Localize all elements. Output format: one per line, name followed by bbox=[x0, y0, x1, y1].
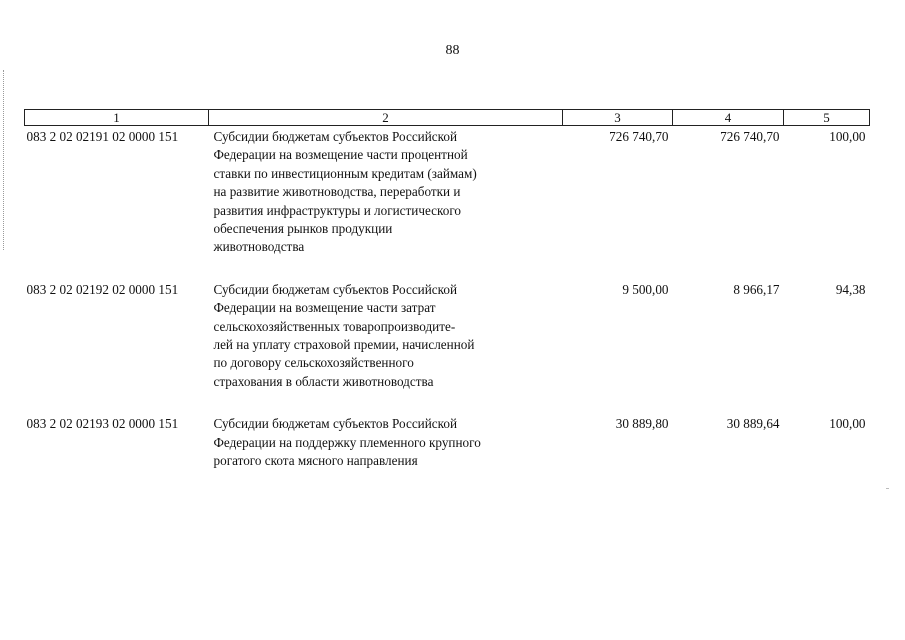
description-line: ставки по инвестиционным кредитам (займам) bbox=[213, 165, 477, 181]
col4-value: 8 966,17 bbox=[733, 281, 780, 297]
col3-value: 30 889,80 bbox=[615, 416, 669, 432]
description-line: лей на уплату страховой премии, начисленной bbox=[213, 337, 475, 353]
description-line: сельскохозяйственных товаропроизводите- bbox=[213, 318, 456, 334]
header-row bbox=[25, 110, 870, 126]
description-line: по договору сельскохозяйственного bbox=[213, 355, 414, 371]
description-line: Субсидии бюджетам субъектов Российской bbox=[213, 416, 458, 432]
col5-value: 94,38 bbox=[835, 281, 866, 297]
table-header bbox=[25, 110, 870, 126]
description-line: Федерации на возмещение части затрат bbox=[213, 300, 436, 316]
table-body bbox=[25, 126, 870, 471]
description-line: Федерации на поддержку племенного крупного bbox=[213, 434, 481, 450]
description-line: животноводства bbox=[213, 239, 305, 255]
header-col-3: 3 bbox=[563, 110, 673, 126]
col4-value: 726 740,70 bbox=[720, 129, 780, 144]
col5-value: 100,00 bbox=[829, 129, 866, 144]
description-line: рогатого скота мясного направления bbox=[213, 453, 418, 469]
header-col-5: 5 bbox=[784, 110, 870, 126]
description-line: Федерации на возмещение части процентной bbox=[213, 147, 468, 163]
page-number: 88 bbox=[445, 43, 460, 58]
scan-speck bbox=[886, 488, 889, 489]
col3-value: 726 740,70 bbox=[609, 129, 669, 144]
budget-code: 083 2 02 02193 02 0000 151 bbox=[26, 416, 179, 432]
description-line: Субсидии бюджетам субъектов Российской bbox=[213, 129, 458, 144]
budget-code: 083 2 02 02191 02 0000 151 bbox=[26, 129, 179, 144]
col3-value: 9 500,00 bbox=[622, 281, 669, 297]
table-row bbox=[25, 126, 870, 279]
description-line: страхования в области животноводства bbox=[213, 373, 434, 389]
description-line: на развитие животноводства, переработки и bbox=[213, 184, 461, 200]
budget-table bbox=[24, 109, 870, 471]
description-line: обеспечения рынков продукции bbox=[213, 221, 393, 237]
description-line: Субсидии бюджетам субъектов Российской bbox=[213, 281, 458, 297]
margin-scan-mark bbox=[3, 70, 5, 250]
row-description bbox=[209, 413, 563, 470]
header-col-2: 2 bbox=[209, 110, 563, 126]
table-row bbox=[25, 413, 870, 470]
budget-code: 083 2 02 02192 02 0000 151 bbox=[26, 281, 179, 297]
row-description bbox=[209, 279, 563, 413]
description-line: развития инфраструктуры и логистического bbox=[213, 202, 462, 218]
col4-value: 30 889,64 bbox=[726, 416, 780, 432]
row-description bbox=[209, 126, 563, 279]
col5-value: 100,00 bbox=[829, 416, 866, 432]
table-row bbox=[25, 279, 870, 413]
header-col-1: 1 bbox=[25, 110, 209, 126]
header-col-4: 4 bbox=[673, 110, 784, 126]
